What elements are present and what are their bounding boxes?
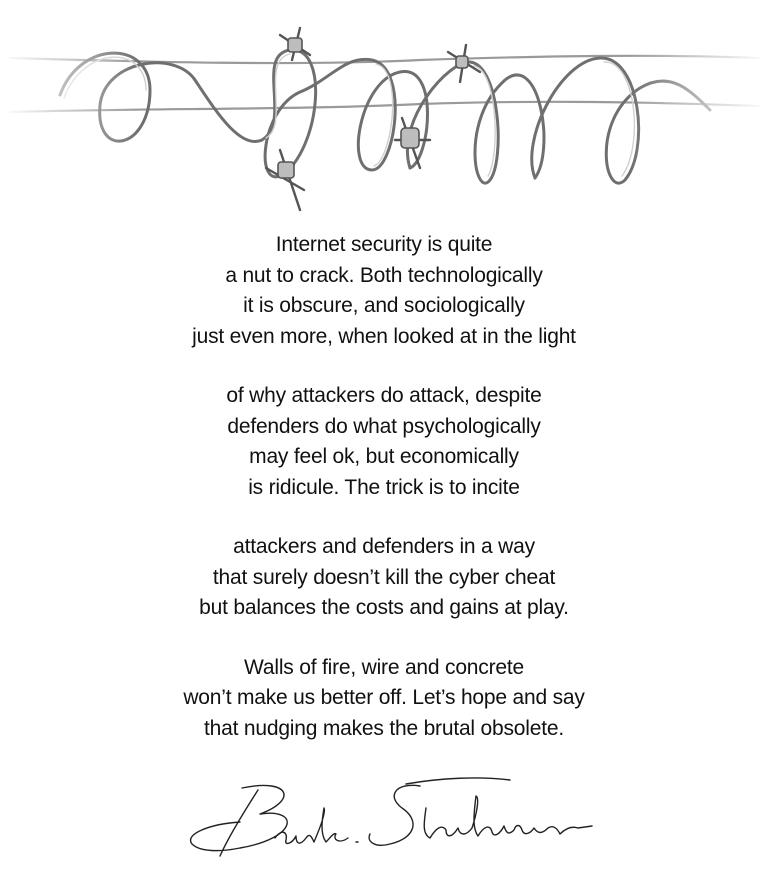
poem-line: won’t make us better off. Let’s hope and say — [183, 686, 585, 709]
stanza-4 — [0, 653, 768, 745]
poem — [0, 230, 768, 773]
poem-line: is ridicule. The trick is to incite — [248, 475, 520, 499]
poem-line: that nudging makes the brutal obsolete. — [204, 716, 564, 740]
stanza-2 — [0, 381, 768, 503]
poem-line: attackers and defenders in a way — [233, 535, 535, 558]
stanza-3 — [0, 532, 768, 624]
poem-line: just even more, when looked at in the light — [192, 324, 576, 348]
poem-line: a nut to crack. Both technologically — [225, 263, 543, 287]
poem-line: defenders do what psychologically — [227, 414, 541, 438]
handwritten-signature-icon — [180, 768, 600, 868]
stanza-1 — [0, 230, 768, 352]
poem-line: Walls of fire, wire and concrete — [244, 655, 524, 679]
poem-line: Internet security is quite — [275, 233, 493, 256]
poem-line: that surely doesn’t kill the cyber cheat — [212, 565, 556, 589]
poem-line: but balances the costs and gains at play. — [199, 596, 569, 619]
barbed-wire-illustration — [0, 0, 768, 225]
poem-line: may feel ok, but economically — [249, 445, 519, 468]
poem-line: of why attackers do attack, despite — [226, 384, 542, 407]
poem-line: it is obscure, and sociologically — [243, 294, 525, 317]
